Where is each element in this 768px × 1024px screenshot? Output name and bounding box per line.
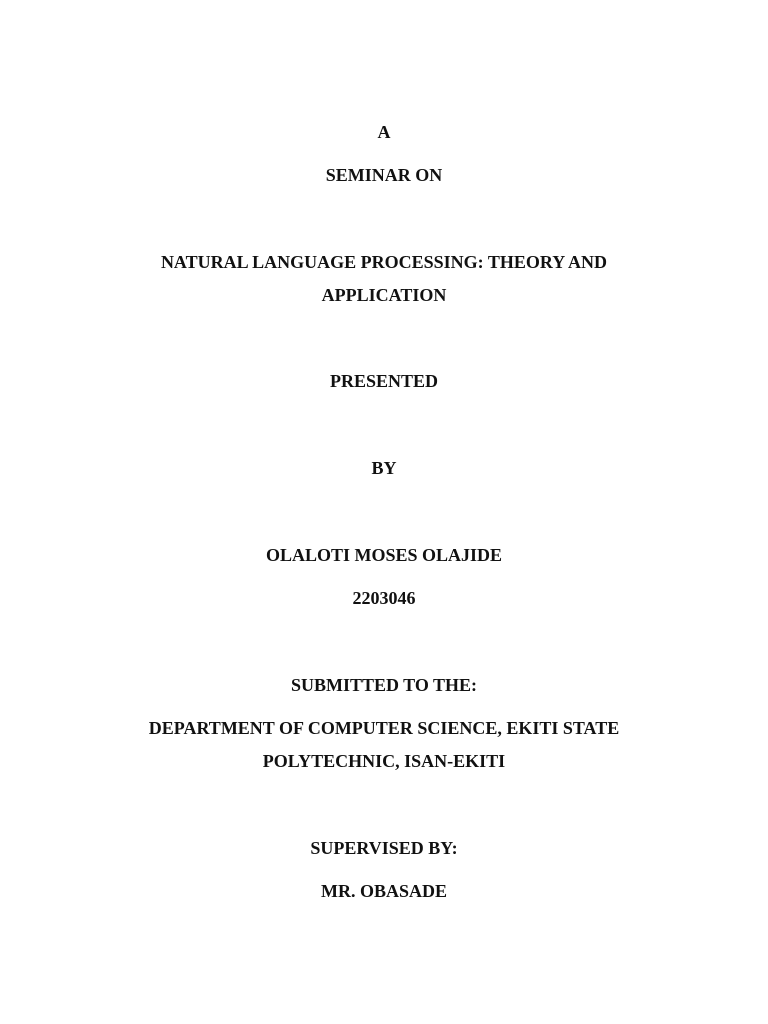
supervised-by-label: SUPERVISED BY: bbox=[310, 838, 458, 858]
seminar-on-heading: SEMINAR ON bbox=[325, 165, 443, 185]
seminar-title-line-1: NATURAL LANGUAGE PROCESSING: THEORY AND bbox=[160, 252, 608, 272]
submitted-to-label: SUBMITTED TO THE: bbox=[290, 675, 478, 695]
department-line-1: DEPARTMENT OF COMPUTER SCIENCE, EKITI STATE bbox=[148, 718, 620, 738]
supervisor-name: MR. OBASADE bbox=[320, 881, 447, 901]
department-line-2: POLYTECHNIC, ISAN-EKITI bbox=[262, 751, 506, 771]
matric-number: 2203046 bbox=[352, 588, 416, 608]
author-name: OLALOTI MOSES OLAJIDE bbox=[265, 545, 503, 565]
cover-article: A bbox=[377, 122, 391, 142]
presented-label: PRESENTED bbox=[329, 371, 439, 391]
seminar-title-line-2: APPLICATION bbox=[321, 285, 447, 305]
by-label: BY bbox=[371, 458, 397, 478]
